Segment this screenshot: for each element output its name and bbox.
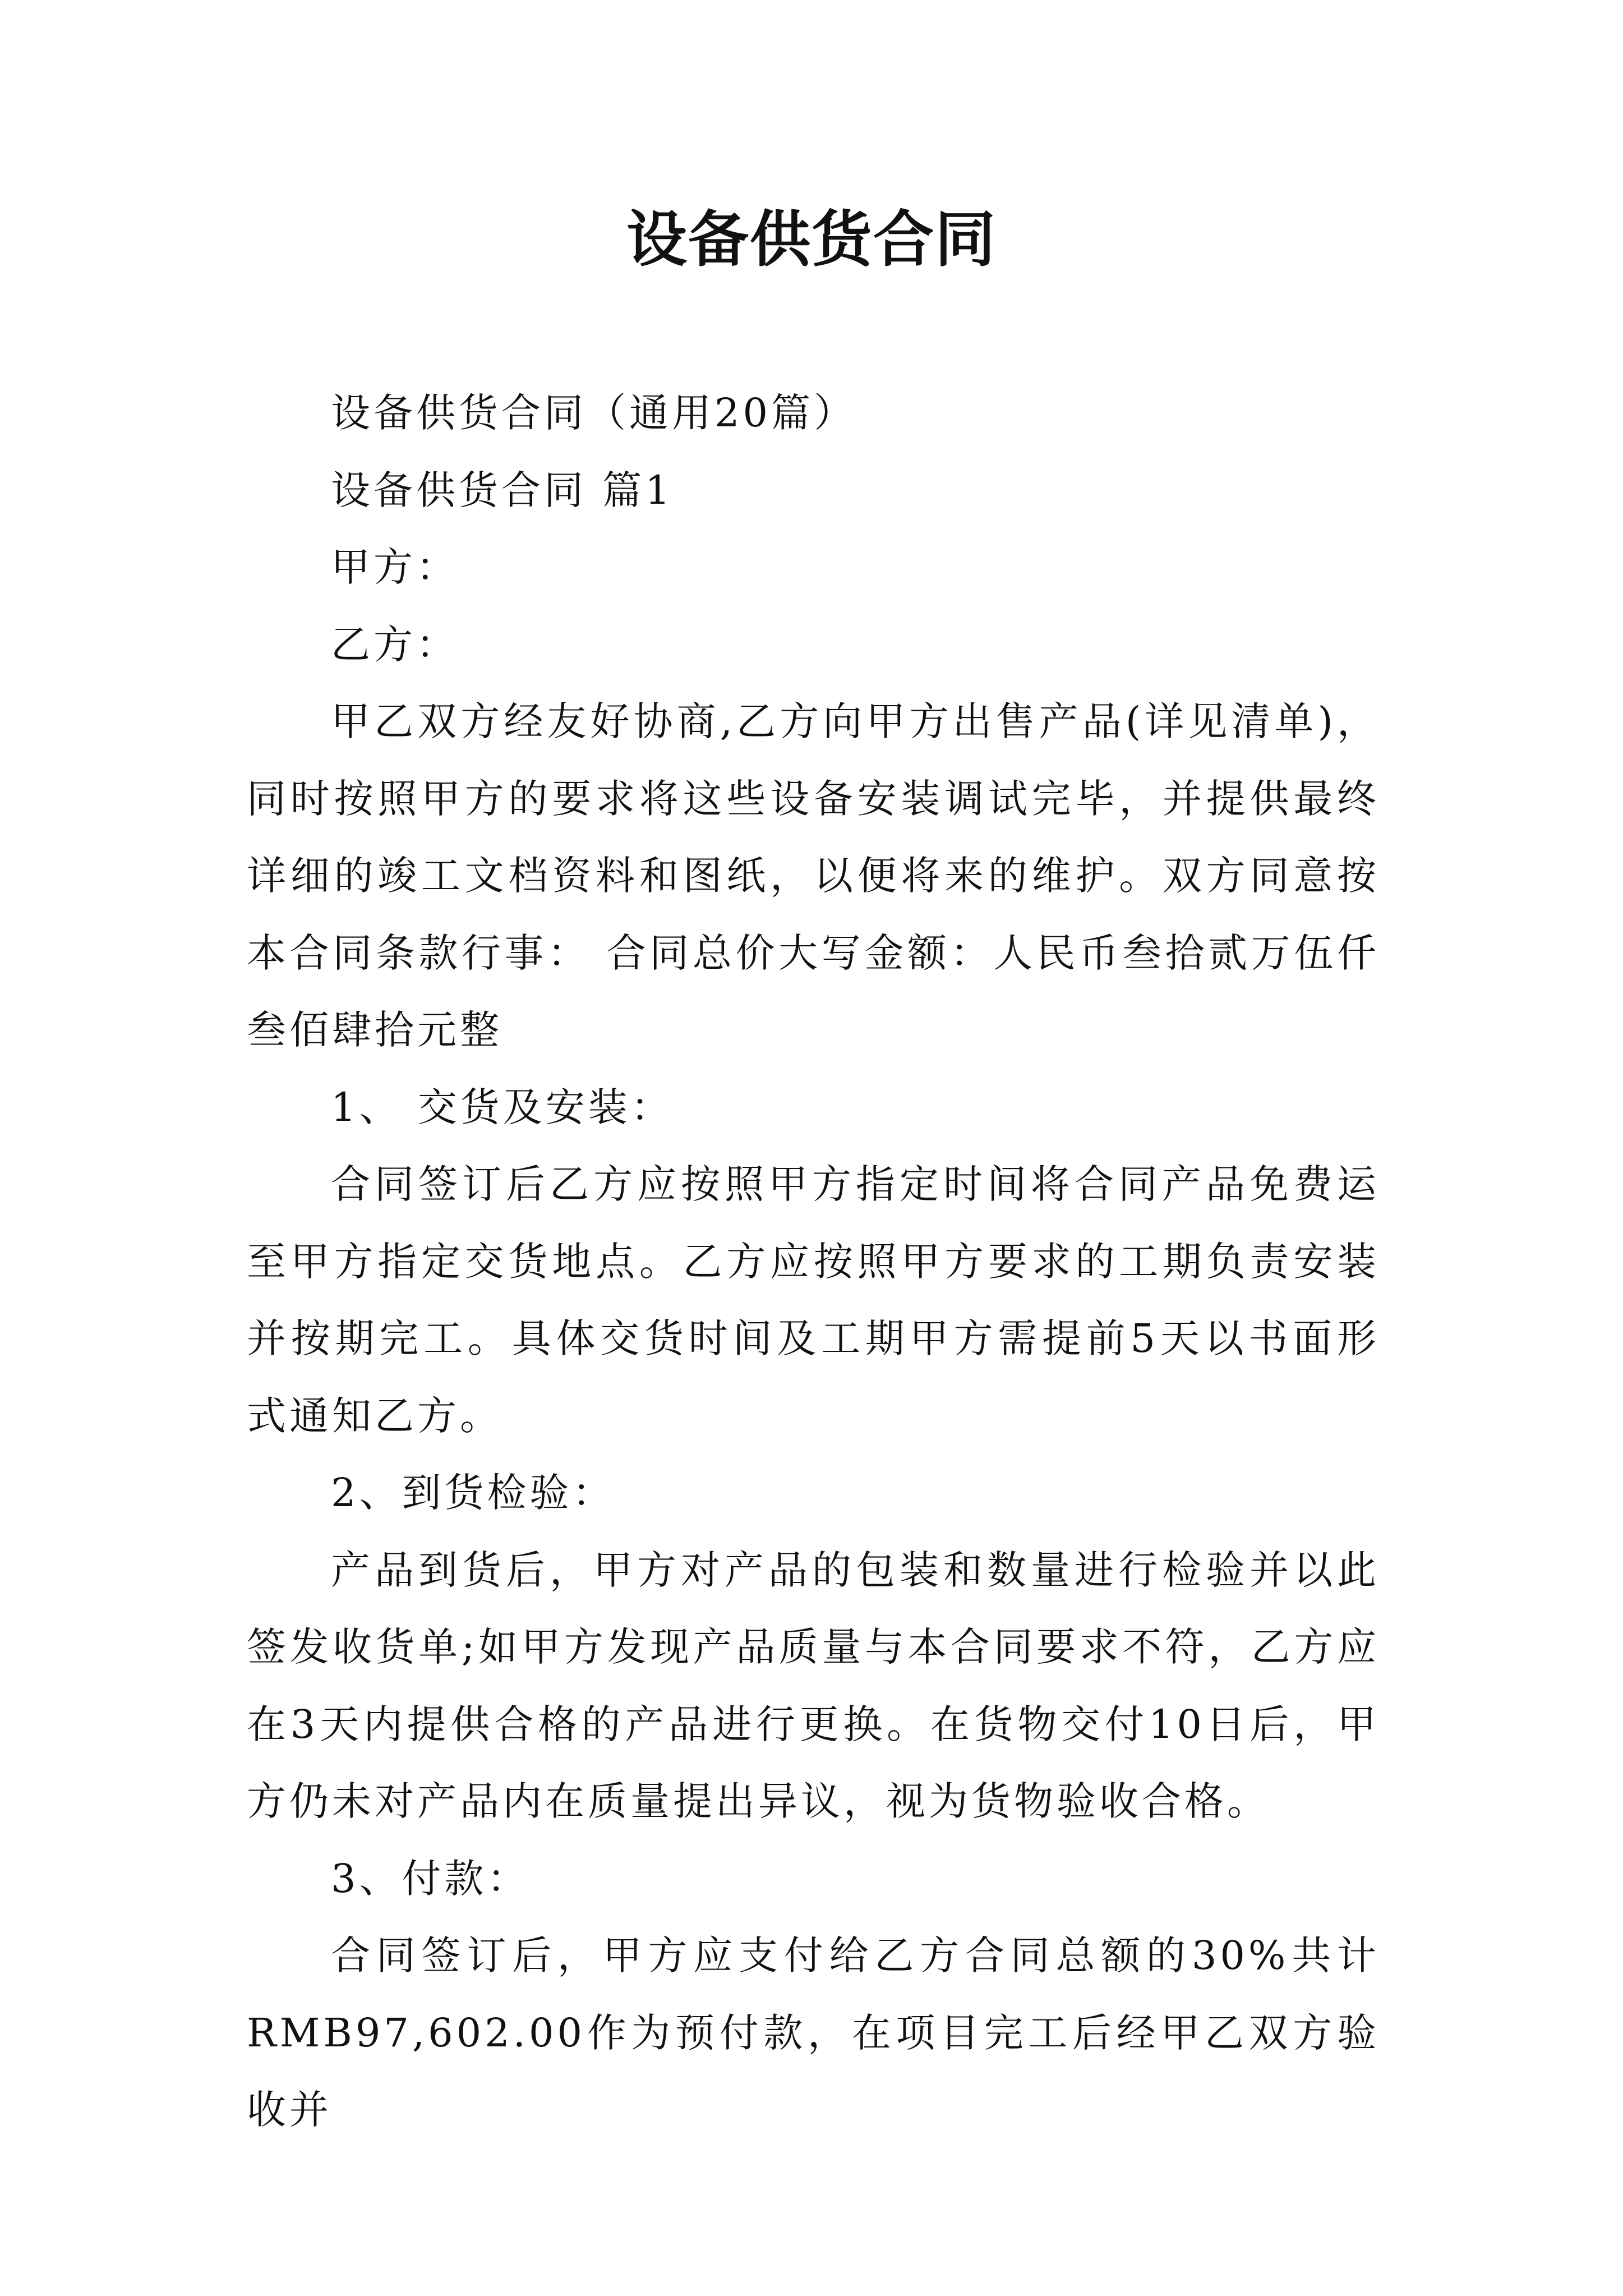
clause-3-text: 合同签订后，甲方应支付给乙方合同总额的30%共计RMB97,602.00作为预付款，在项目完工后经甲乙双方验收并 <box>247 1932 1380 2133</box>
paragraph-party-b: 乙方： <box>331 621 459 668</box>
paragraph-agreement-intro: 甲乙双方经友好协商,乙方向甲方出售产品(详见清单)，同时按照甲方的要求将这些设备安装调试完毕，并提供最终详细的竣工文档资料和图纸，以便将来的维护。双方同意按本合同条款行事： 合同总价大写金额：人民币叁拾贰万伍仟叁佰肆拾元整 <box>247 698 1380 1053</box>
paragraph-subtitle: 设备供货合同（通用20篇） <box>331 390 857 436</box>
clause-1-heading: 1、 交货及安装： <box>331 1084 674 1130</box>
clause-1-text: 合同签订后乙方应按照甲方指定时间将合同产品免费运至甲方指定交货地点。乙方应按照甲方要求的工期负责安装并按期完工。具体交货时间及工期甲方需提前5天以书面形式通知乙方。 <box>247 1161 1380 1439</box>
document-title: 设备供货合同 <box>626 204 997 275</box>
paragraph-party-a: 甲方： <box>331 544 459 590</box>
clause-2-text: 产品到货后，甲方对产品的包装和数量进行检验并以此签发收货单;如甲方发现产品质量与本合同要求不符，乙方应在3天内提供合格的产品进行更换。在货物交付10日后，甲方仍未对产品内在质量提出异议，视为货物验收合格。 <box>247 1547 1380 1824</box>
clause-2-heading: 2、到货检验： <box>331 1470 615 1516</box>
paragraph-section-heading: 设备供货合同 篇1 <box>331 467 674 513</box>
clause-3-heading: 3、付款： <box>331 1855 530 1902</box>
document-body <box>247 375 1380 2149</box>
